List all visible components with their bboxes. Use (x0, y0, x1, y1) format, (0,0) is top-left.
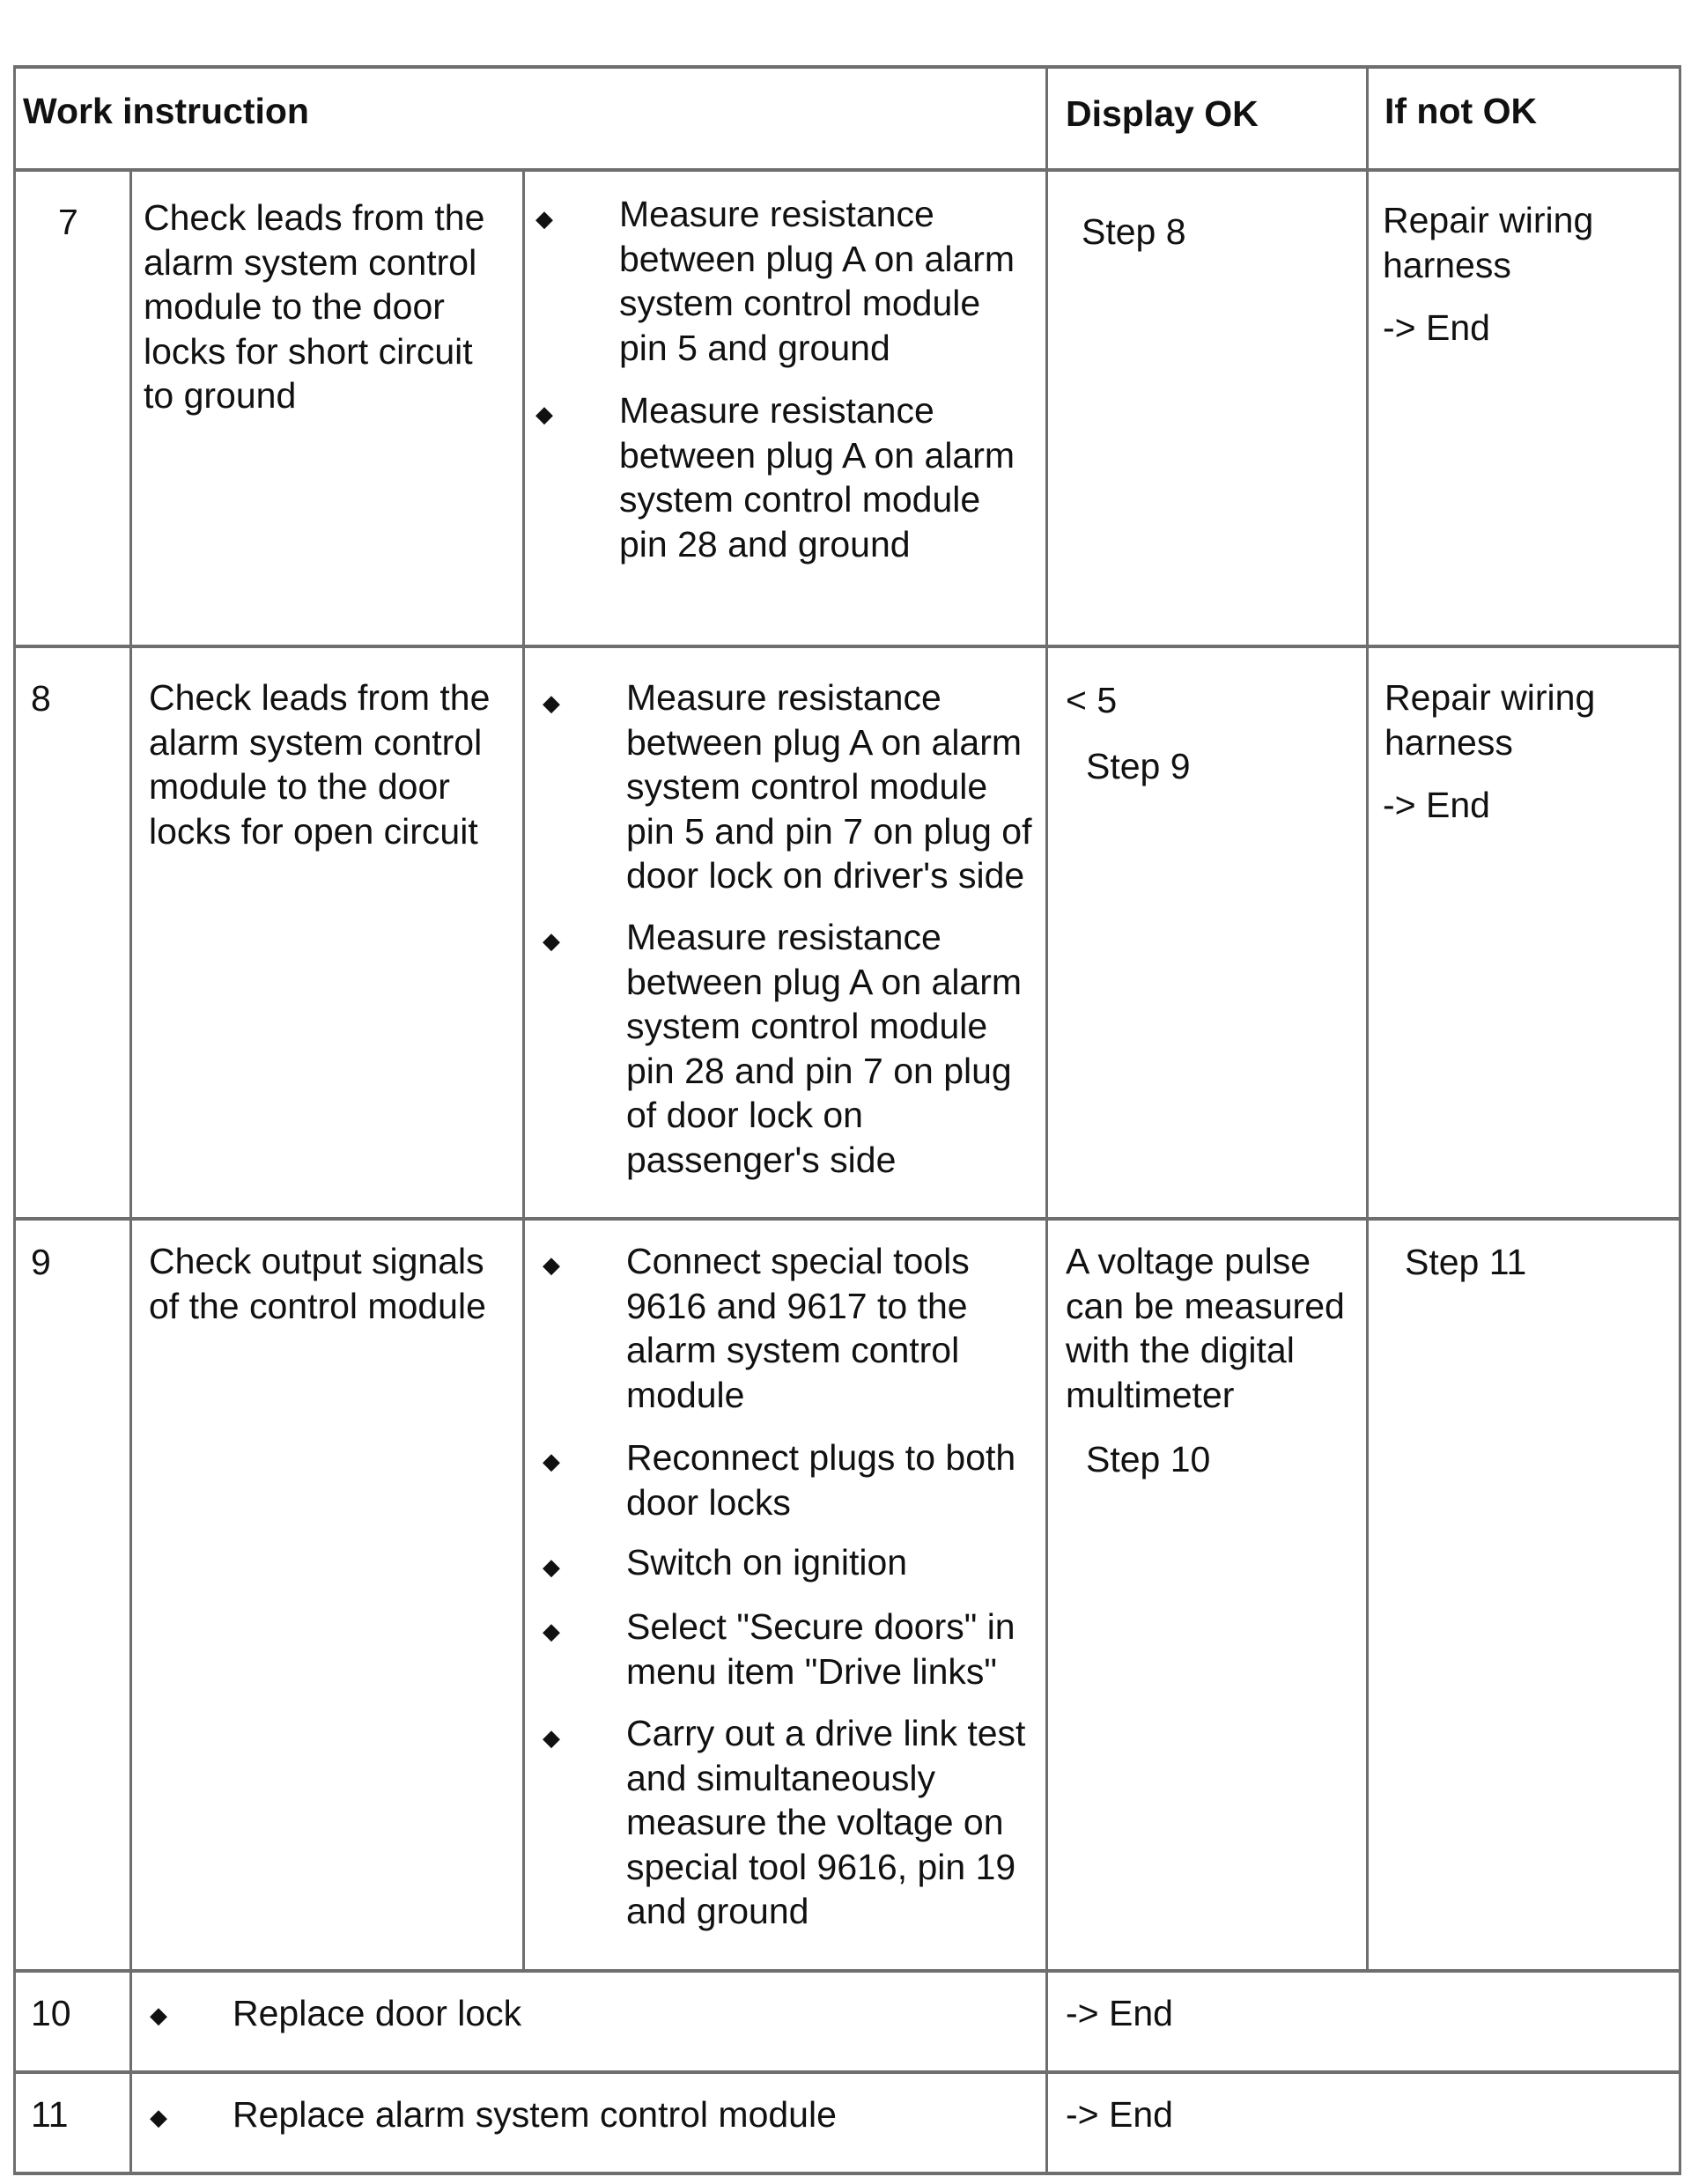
column-divider (129, 168, 132, 2175)
action-item: Measure resistance between plug A on alarm system control module pin 5 and ground (619, 194, 1015, 368)
header-divider (13, 168, 1680, 172)
display-ok-step: Step 10 (1086, 1439, 1211, 1479)
not-ok-end: -> End (1383, 307, 1490, 348)
bullet-diamond-icon (543, 1253, 560, 1276)
action-item: Reconnect plugs to both door locks (626, 1437, 1016, 1523)
header-if-not-ok: If not OK (1385, 91, 1538, 131)
header-work-instruction: Work instruction (23, 91, 309, 131)
display-ok-result: Step 9 (1086, 746, 1191, 786)
step-number: 11 (31, 2094, 69, 2135)
row-divider (13, 645, 1680, 648)
action-item: Measure resistance between plug A on alarm system control module pin 5 and pin 7 on plug of door lock on driver's side (626, 677, 1032, 896)
action-item: Switch on ignition (626, 1542, 908, 1583)
column-divider (1366, 65, 1369, 1972)
bullet-diamond-icon (543, 1450, 560, 1472)
step-description: Check output signals of the control module (149, 1241, 486, 1326)
action-item: Select "Secure doors" in menu item "Drive links" (626, 1606, 1015, 1692)
bullet-diamond-icon (535, 402, 553, 425)
display-ok-result: A voltage pulse can be measured with the digital multimeter (1066, 1241, 1345, 1415)
bullet-diamond-icon (150, 2106, 167, 2129)
table-border-bottom (13, 2172, 1680, 2175)
table-border-top (13, 65, 1680, 69)
bullet-diamond-icon (543, 1726, 560, 1749)
bullet-diamond-icon (543, 1555, 560, 1578)
bullet-diamond-icon (543, 929, 560, 952)
bullet-diamond-icon (150, 2003, 167, 2026)
action-item: Carry out a drive link test and simultaneously measure the voltage on special tool 9616, pin 19 and ground (626, 1713, 1026, 1931)
display-ok-value: < 5 (1066, 680, 1118, 720)
step-number: 8 (31, 678, 51, 719)
row-divider (13, 1969, 1680, 1973)
not-ok-action: Step 11 (1405, 1242, 1527, 1282)
display-ok-result: Step 8 (1082, 211, 1186, 252)
action-item: Replace alarm system control module (233, 2094, 837, 2135)
bullet-diamond-icon (535, 207, 553, 230)
action-item: Replace door lock (233, 1993, 522, 2033)
header-display-ok: Display OK (1066, 93, 1259, 134)
step-description: Check leads from the alarm system control module to the door locks for short circuit to ground (144, 197, 485, 416)
not-ok-action: Repair wiring harness (1383, 200, 1594, 285)
bullet-diamond-icon (543, 1620, 560, 1642)
bullet-diamond-icon (543, 691, 560, 714)
row-divider (13, 1217, 1680, 1221)
not-ok-action: Repair wiring harness (1385, 677, 1596, 763)
action-item: Connect special tools 9616 and 9617 to the alarm system control module (626, 1241, 970, 1415)
display-ok-result: -> End (1066, 2094, 1173, 2135)
table-border-right (1679, 65, 1681, 2175)
step-description: Check leads from the alarm system control module to the door locks for open circuit (149, 677, 491, 852)
display-ok-result: -> End (1066, 1993, 1173, 2033)
not-ok-end: -> End (1383, 785, 1490, 825)
table-border-left (13, 65, 16, 2175)
row-divider (13, 2070, 1680, 2074)
step-number: 7 (58, 202, 78, 242)
step-number: 9 (31, 1242, 51, 1282)
step-number: 10 (31, 1993, 71, 2033)
column-divider (1045, 65, 1048, 2175)
action-item: Measure resistance between plug A on alarm system control module pin 28 and pin 7 on plug of door lock on passenger's side (626, 917, 1023, 1180)
action-item: Measure resistance between plug A on alarm system control module pin 28 and ground (619, 390, 1015, 564)
column-divider (522, 168, 525, 1972)
